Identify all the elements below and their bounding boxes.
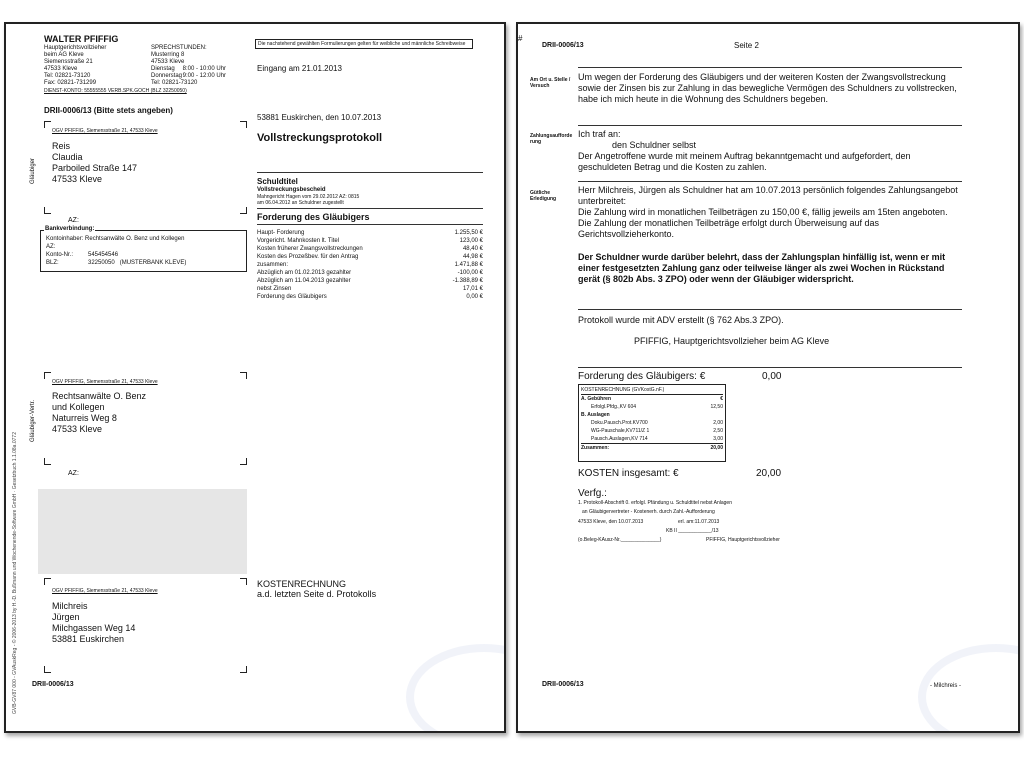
page2-az: DRII-0006/13	[542, 42, 584, 49]
forderung-row: Haupt- Forderung 1.255,50 €	[257, 230, 483, 236]
verfg-line: 1. Protokoll-Abschrift 0. erfolgl. Pfändung u. Schuldtitel nebst Anlagen	[578, 500, 732, 506]
glaeubiger-side-label: Gläubiger	[30, 157, 36, 184]
kosten-row: Doku.Pausch.Prot.KV700 2,00	[591, 420, 723, 426]
verfg-heading: Verfg.:	[578, 488, 607, 499]
divider	[257, 224, 483, 225]
forderung-table	[257, 229, 483, 301]
window-corner	[240, 121, 247, 128]
verfg-line: PFIFFIG, Hauptgerichtsvollzieher	[706, 537, 780, 543]
schuldtitel-line: am 06.04.2012 an Schuldner zugestellt	[257, 200, 344, 206]
grey-field	[38, 489, 247, 574]
forderung-row: nebst Zinsen 17,01 €	[257, 286, 483, 292]
notice-box: Die nachstehend gewählten Formulierungen gelten für weibliche und männliche Schreibweise	[255, 39, 473, 49]
section-bold-text: Der Schuldner wurde darüber belehrt, dass der Zahlungsplan hinfällig ist, wenn er mit einer festgesetzten Zahlung ganz oder teilweise länger als zwei Wochen in Rückstand gerät (§ 802b Abs. 3 ZPO) oder wenn der Gläubiger widerspricht.	[578, 252, 946, 284]
kosten-row: Pausch.Auslagen,KV 714 3,00	[591, 436, 723, 442]
verfg-line: KB II ____________/13	[666, 528, 719, 534]
page2-footer: DRII-0006/13	[542, 681, 584, 688]
document-page-1	[4, 22, 506, 733]
section-text: Um wegen der Forderung des Gläubigers und der weiteren Kosten der Zwangsvollstreckung sowie der Zinsen bis zur Zahlung in das bewegliche Vermögen des Schuldners zu vollstrecken, habe ich mich heute in die Wohnung des Schuldners begeben.	[578, 72, 957, 104]
divider	[578, 125, 962, 126]
forderung-row: Abzüglich am 11.04.2013 gezahlter -1.388,89 €	[257, 278, 483, 284]
schuldtitel-heading: Schuldtitel	[257, 177, 298, 186]
kosten-total-label: KOSTEN insgesamt: €	[578, 468, 679, 479]
bailiff-address: Hauptgerichtsvollzieher beim AG Kleve Siemensstraße 21 47533 Kleve Tel: 02821-73120 Fax: 02821-731299	[44, 45, 107, 86]
vertreter-address: Rechtsanwälte O. Benz und Kollegen Naturreis Weg 8 47533 Kleve	[52, 391, 147, 434]
kosten-total-value: 20,00	[756, 468, 782, 479]
place-date: 53881 Euskirchen, den 10.07.2013	[257, 113, 382, 122]
page-number: Seite 2	[734, 41, 759, 50]
section-indent: den Schuldner selbst	[612, 140, 697, 150]
sender-line: OGV PFIFFIG, Siemensstraße 21, 47533 Kleve	[52, 588, 158, 594]
window-corner	[44, 372, 51, 379]
forderung-heading: Forderung des Gläubigers	[257, 212, 370, 222]
file-reference: DRII-0006/13 (Bitte stets angeben)	[44, 106, 173, 115]
bailiff-name: WALTER PFIFFIG	[44, 34, 119, 44]
vertreter-side-label: Gläubiger-Vertr.	[30, 399, 36, 442]
schuldtitel-sub: Vollstreckungsbescheid	[257, 187, 326, 193]
section-label: Gütliche Erledigung	[530, 190, 557, 202]
margin-text: GVB-GV87 000 - GVAuskReg - © 2006-2013 by H.-D. Bußmann und Wochenende-Software GmbH · Gesetzbuch 1.1.08a.0772	[12, 432, 18, 714]
forderung-row: Kosten des Prozeßbev. für den Antrag 44,98 €	[257, 254, 483, 260]
document-title: Vollstreckungsprotokoll	[257, 132, 383, 144]
document-page-2	[516, 22, 1020, 733]
page1-footer: DRII-0006/13	[32, 681, 74, 688]
divider	[257, 172, 483, 173]
divider	[578, 367, 962, 368]
forderung-row: Abzüglich am 01.02.2013 gezahlter -100,00 €	[257, 270, 483, 276]
verfg-line: an Gläubigervertreter - Kostenerh. durch Zahl.-Aufforderung	[582, 509, 715, 515]
forderung-row: Kosten früherer Zwangsvollstreckungen 48,40 €	[257, 246, 483, 252]
sender-line: OGV PFIFFIG, Siemensstraße 21, 47533 Kleve	[52, 379, 158, 385]
eingang-date: Eingang am 21.01.2013	[257, 64, 342, 73]
forderung-row: Vorgericht. Mahnkosten lt. Titel 123,00 €	[257, 238, 483, 244]
schuldtitel-line: Mahngericht Hagen vom 29.02.2012 AZ: 0815	[257, 194, 360, 200]
verfg-line: 47533 Kleve, den 10.07.2013	[578, 519, 644, 525]
forderung-row: zusammen: 1.471,88 €	[257, 262, 483, 268]
watermark-graphic	[406, 644, 506, 733]
page-mark: #	[518, 34, 523, 43]
sender-line: OGV PFIFFIG, Siemensstraße 21, 47533 Kleve	[52, 128, 158, 134]
window-corner	[240, 207, 247, 214]
window-corner	[44, 207, 51, 214]
section-text: Herr Milchreis, Jürgen als Schuldner hat am 10.07.2013 persönlich folgendes Zahlungsangebot unterbreitet: Die Zahlung wird in monatlichen Teilbeträgen zu 150,00 €, fällig jeweils am 15ten angeboten. Die Zahlung der monatlichen Teilbeträge erfolgt durch Überweisung auf das Gerichtsvollzieherkonto.	[578, 185, 958, 239]
vertreter-az: AZ:	[68, 470, 79, 477]
window-corner	[240, 372, 247, 379]
forderung-value: 0,00	[762, 371, 782, 382]
kosten-row: Erfolgl.Pfdg.,KV 604 12,50	[591, 404, 723, 410]
forderung-row: Forderung des Gläubigers 0,00 €	[257, 294, 483, 300]
glaeubiger-az: AZ:	[68, 217, 79, 224]
window-corner	[44, 121, 51, 128]
divider	[578, 181, 962, 182]
section-label: Am Ort u. Stelle / Versuch	[530, 77, 571, 89]
kostenrechnung-note: KOSTENRECHNUNG a.d. letzten Seite d. Protokolls	[257, 579, 377, 599]
divider	[578, 309, 962, 310]
signature: PFIFFIG, Hauptgerichtsvollzieher beim AG Kleve	[634, 336, 830, 346]
bank-details: Kontoinhaber: Rechtsanwälte O. Benz und Kollegen AZ: Konto-Nr.: 545454546 BLZ: 32250050 (MUSTERBANK KLEVE)	[46, 236, 187, 266]
office-hours: SPRECHSTUNDEN: Musterring 8 47533 Kleve Dienstag 8:00 - 10:00 Uhr Donnerstag 9:00 - 12:00 Uhr Tel: 02821-73120	[151, 45, 227, 86]
protokoll-line: Protokoll wurde mit ADV erstellt (§ 762 Abs.3 ZPO).	[578, 315, 784, 325]
kosten-total-row: Zusammen: 20,00	[581, 445, 723, 451]
verfg-line: erl. am:11.07.2013	[678, 519, 720, 525]
section-intro: Ich traf an:	[578, 129, 621, 139]
verfg-line: (o.Beleg-KAusz-Nr.______________)	[578, 537, 662, 543]
kostenrechnung-box: KOSTENRECHNUNG (GVKostG.nF.) A. Gebühren € Erfolgl.Pfdg.,KV 604 12,50 B. Auslagen Doku.Pausch.Prot.KV700 2,00 WG-Pauschale,KV711/Z 1 2,50 Pausch.Auslagen,KV 714 3,00 Zusammen: 20,00	[578, 384, 726, 462]
divider	[578, 67, 962, 68]
section-label: Zahlungsaufforderung	[530, 133, 573, 145]
page2-footer-name: - Milchreis -	[930, 683, 961, 689]
window-corner	[240, 578, 247, 585]
kosten-row: WG-Pauschale,KV711/Z 1 2,50	[591, 428, 723, 434]
window-corner	[44, 458, 51, 465]
schuldner-address: Milchreis Jürgen Milchgassen Weg 14 53881 Euskirchen	[52, 601, 136, 644]
glaeubiger-address: Reis Claudia Parboiled Straße 147 47533 Kleve	[52, 141, 138, 184]
section-text: Der Angetroffene wurde mit meinem Auftrag bekanntgemacht und aufgefordert, den geschuldeten Betrag und die Kosten zu zahlen.	[578, 151, 911, 172]
window-corner	[240, 458, 247, 465]
window-corner	[44, 666, 51, 673]
dienstkonto: DIENST-KONTO: 55555555 VERB.SPK.GOCH (BLZ 32250050)	[44, 88, 187, 94]
forderung-label: Forderung des Gläubigers: €	[578, 371, 706, 382]
window-corner	[240, 666, 247, 673]
divider	[257, 208, 483, 209]
window-corner	[44, 578, 51, 585]
bank-legend: Bankverbindung:	[45, 226, 95, 232]
